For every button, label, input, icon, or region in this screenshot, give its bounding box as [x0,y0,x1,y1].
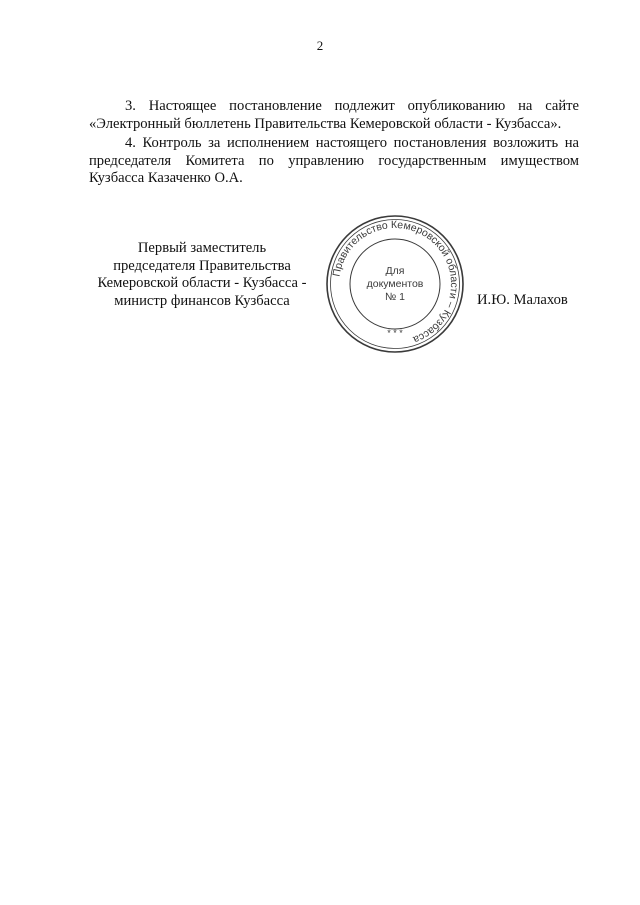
signatory-line: министр финансов Кузбасса [114,292,290,309]
signatory-line: Кемеровской области - Кузбасса - [97,275,307,291]
seal-ring-text: Правительство Кемеровской области – Кузбасса [330,218,461,346]
seal-center-line: № 1 [384,291,406,303]
paragraph-control: 4. Контроль за исполнением настоящего постановления возложить на председателя Комитета по управлению государственным имуществом Кузбасса Казаченко О.А. [89,135,579,186]
seal-center-line: Для [385,265,405,277]
signatory-line: Первый заместитель [137,240,267,256]
page-number: 2 [316,38,324,53]
seal-center-line: документов [366,278,424,290]
paragraph-publication: 3. Настоящее постановление подлежит опубликованию на сайте «Электронный бюллетень Правительства Кемеровской области - Кузбасса». [89,98,579,132]
signer-name: И.Ю. Малахов [477,292,568,308]
seal-stars: * * * [387,328,403,338]
signatory-line: председателя Правительства [113,257,291,274]
official-seal [325,214,465,354]
signatory-title [80,240,324,310]
